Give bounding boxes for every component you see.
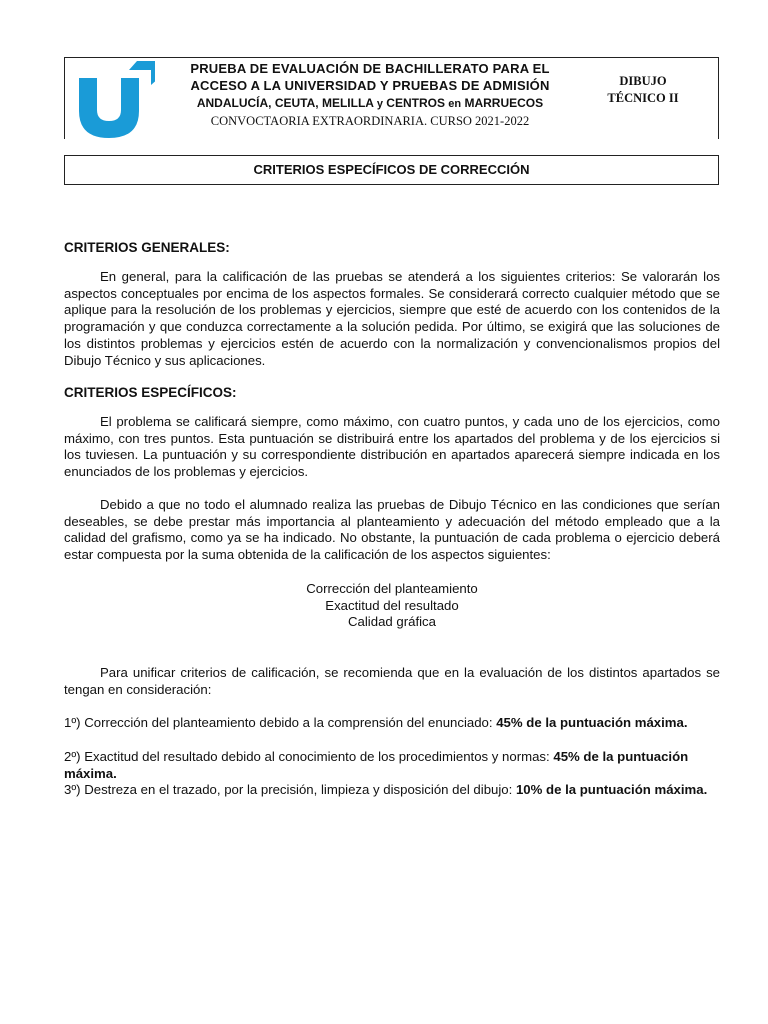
aspect-item: Calidad gráfica: [348, 614, 436, 630]
aspects-list: [64, 581, 720, 631]
criteria-item-2: 2º) Exactitud del resultado debido al conocimiento de los procedimientos y normas: 45% de la puntuación máxima.: [64, 749, 689, 781]
document-header: [64, 57, 719, 139]
specific-criteria-heading: CRITERIOS ESPECÍFICOS:: [64, 385, 237, 400]
header-call-line: CONVOCTAORIA EXTRAORDINARIA. CURSO 2021-2022: [210, 114, 530, 128]
specific-paragraph-3-block: [64, 665, 720, 698]
header-title-line1: PRUEBA DE EVALUACIÓN DE BACHILLERATO PARA EL: [190, 61, 550, 76]
specific-criteria-section: [64, 414, 720, 481]
aspect-item: Exactitud del resultado: [325, 597, 459, 613]
general-criteria-paragraph: En general, para la calificación de las pruebas se atenderá a los siguientes criterios: Se valorarán los aspectos conceptuales por encima de los aspectos formales. Se considerará correcto cualquier método que se aplique para la resolución de los problemas y ejercicios, siempre que esté de acuerdo con los contenidos de la programación y que conduzca correctamente a la solución pedida. Por último, se exigirá que las soluciones de los distintos problemas y ejercicios estén de acuerdo con la normalización y convencionalismos propios del Dibujo Técnico y sus aplicaciones.: [64, 269, 720, 368]
specific-paragraph-3: Para unificar criterios de calificación, se recomienda que en la evaluación de los distintos apartados se tengan en consideración:: [64, 665, 720, 697]
criteria-item-3: 3º) Destreza en el trazado, por la precisión, limpieza y disposición del dibujo: 10% de la puntuación máxima.: [64, 782, 708, 797]
header-title-line3: ANDALUCÍA, CEUTA, MELILLA y CENTROS en MARRUECOS: [196, 96, 544, 110]
aspect-item: Corrección del planteamiento: [306, 581, 478, 596]
header-title-line2: ACCESO A LA UNIVERSIDAD Y PRUEBAS DE ADMISIÓN: [190, 78, 550, 93]
specific-paragraph-2-block: [64, 497, 720, 564]
general-criteria-section: [64, 269, 720, 369]
subject-line1: DIBUJO: [619, 74, 667, 88]
subject-label: [598, 73, 688, 107]
header-titles: [175, 60, 565, 130]
specific-paragraph-2: Debido a que no todo el alumnado realiza las pruebas de Dibujo Técnico en las condiciones que serían deseables, se debe prestar más importancia al planteamiento y adecuación del método empleado que a la calidad del grafismo, como ya se ha indicado. No obstante, la puntuación de cada problema o ejercicio deberá estar compuesta por la suma obtenida de la calificación de los aspectos siguientes:: [64, 497, 720, 563]
subject-line2: TÉCNICO II: [607, 91, 679, 105]
criteria-item-1: 1º) Corrección del planteamiento debido a la comprensión del enunciado: 45% de la puntuación máxima.: [64, 715, 688, 730]
general-criteria-heading: CRITERIOS GENERALES:: [64, 240, 230, 255]
specific-paragraph-1: El problema se calificará siempre, como máximo, con cuatro puntos, y cada uno de los ejercicios, como máximo, con tres puntos. Esta puntuación se distribuirá entre los apartados del problema y de los ejercicios si los tuviesen. La puntuación y su correspondiente distribución en apartados aparecerá siempre indicada en los enunciados de los problemas y ejercicios.: [64, 414, 720, 480]
university-logo-icon: [77, 58, 155, 138]
criteria-title-box: CRITERIOS ESPECÍFICOS DE CORRECCIÓN: [64, 155, 719, 185]
